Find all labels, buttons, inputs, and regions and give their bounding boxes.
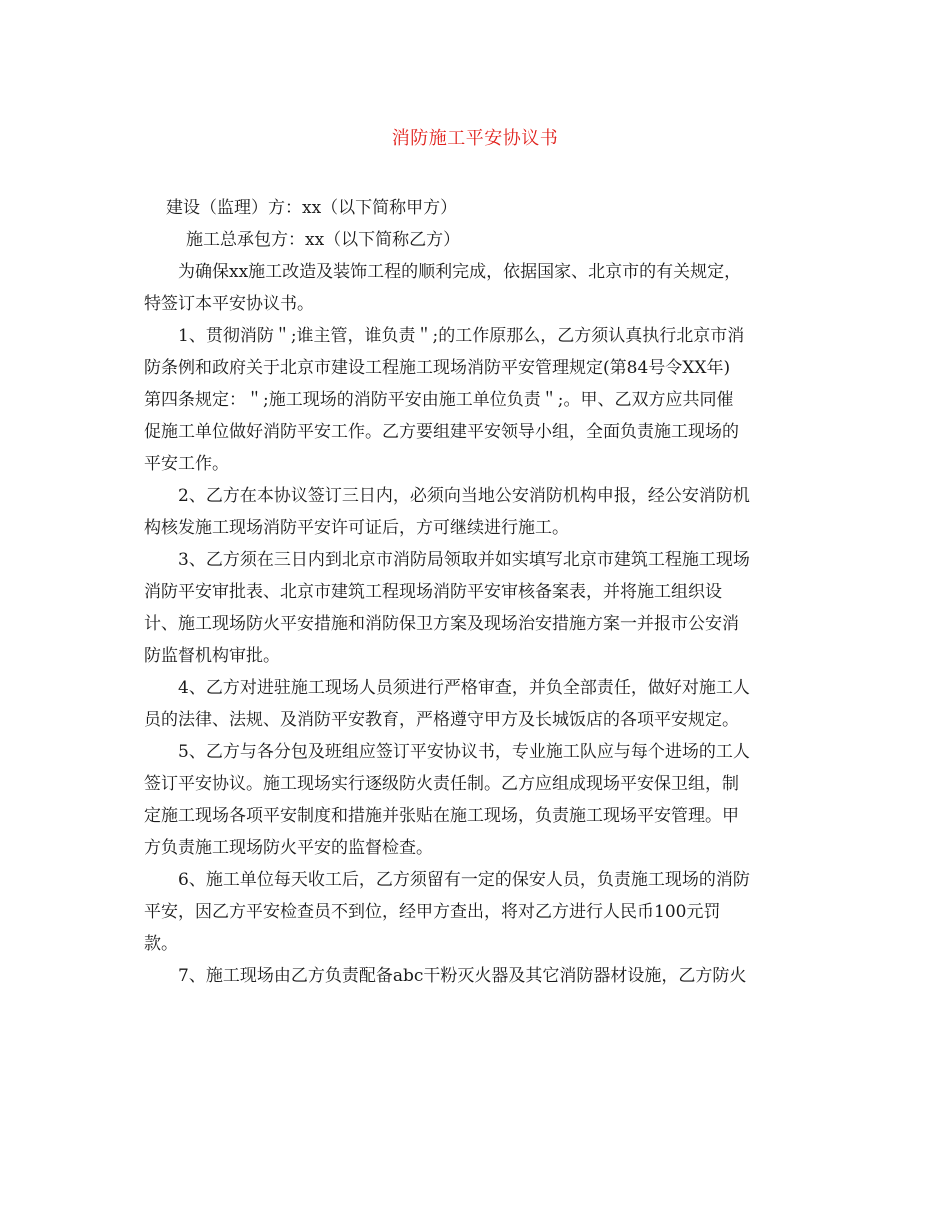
- paragraph-line: 签订平安协议。施工现场实行逐级防火责任制。乙方应组成现场平安保卫组，制: [144, 774, 739, 794]
- paragraph-line: 4、乙方对进驻施工现场人员须进行严格审查，并负全部责任，做好对施工人: [178, 678, 750, 698]
- document-title: 消防施工平安协议书: [391, 128, 559, 149]
- paragraph-line: 防条例和政府关于北京市建设工程施工现场消防平安管理规定(第84号令XX年): [144, 358, 731, 378]
- paragraph-line: 款。: [144, 934, 178, 954]
- paragraph-line: 计、施工现场防火平安措施和消防保卫方案及现场治安措施方案一并报市公安消: [144, 614, 739, 634]
- paragraph-line: 员的法律、法规、及消防平安教育，严格遵守甲方及长城饭店的各项平安规定。: [144, 710, 739, 730]
- paragraph-line: 定施工现场各项平安制度和措施并张贴在施工现场，负责施工现场平安管理。甲: [144, 806, 739, 826]
- paragraph-line: 第四条规定：＂;施工现场的消防平安由施工单位负责＂;。甲、乙双方应共同催: [144, 390, 734, 410]
- paragraph-line: 平安工作。: [144, 454, 229, 474]
- paragraph-clause-2: [144, 482, 809, 542]
- paragraph-line: 方负责施工现场防火平安的监督检查。: [144, 838, 433, 858]
- paragraph-clause-1: [144, 322, 809, 478]
- paragraph-line: 3、乙方须在三日内到北京市消防局领取并如实填写北京市建筑工程施工现场: [178, 550, 750, 570]
- paragraph-clause-7: [144, 962, 809, 990]
- paragraph-intro: [144, 258, 809, 318]
- paragraph-line: 特签订本平安协议书。: [144, 294, 314, 314]
- document-body: [144, 194, 809, 994]
- paragraph-line: 5、乙方与各分包及班组应签订平安协议书，专业施工队应与每个进场的工人: [178, 742, 750, 762]
- paragraph-line: 6、施工单位每天收工后，乙方须留有一定的保安人员，负责施工现场的消防: [178, 870, 750, 890]
- paragraph-line: 构核发施工现场消防平安许可证后，方可继续进行施工。: [144, 518, 569, 538]
- paragraph-line: 防监督机构审批。: [144, 646, 280, 666]
- paragraph-line: 消防平安审批表、北京市建筑工程现场消防平安审核备案表，并将施工组织设: [144, 582, 722, 602]
- paragraph-line: 促施工单位做好消防平安工作。乙方要组建平安领导小组，全面负责施工现场的: [144, 422, 739, 442]
- paragraph-line: 2、乙方在本协议签订三日内，必须向当地公安消防机构申报，经公安消防机: [178, 486, 750, 506]
- party-a-line: 建设（监理）方：xx（以下简称甲方）: [166, 198, 458, 218]
- paragraph-clause-6: [144, 866, 809, 958]
- paragraph-line: 7、施工现场由乙方负责配备abc干粉灭火器及其它消防器材设施，乙方防火: [178, 966, 747, 986]
- paragraph-line: 平安，因乙方平安检查员不到位，经甲方查出，将对乙方进行人民币100元罚: [144, 902, 721, 922]
- paragraph-clause-3: [144, 546, 809, 670]
- paragraph-line: 1、贯彻消防＂;谁主管，谁负责＂;的工作原那么，乙方须认真执行北京市消: [178, 326, 745, 346]
- paragraph-clause-4: [144, 674, 809, 734]
- party-b-line: 施工总承包方：xx（以下简称乙方）: [186, 230, 461, 250]
- paragraph-clause-5: [144, 738, 809, 862]
- paragraph-line: 为确保xx施工改造及装饰工程的顺利完成，依据国家、北京市的有关规定，: [178, 262, 742, 282]
